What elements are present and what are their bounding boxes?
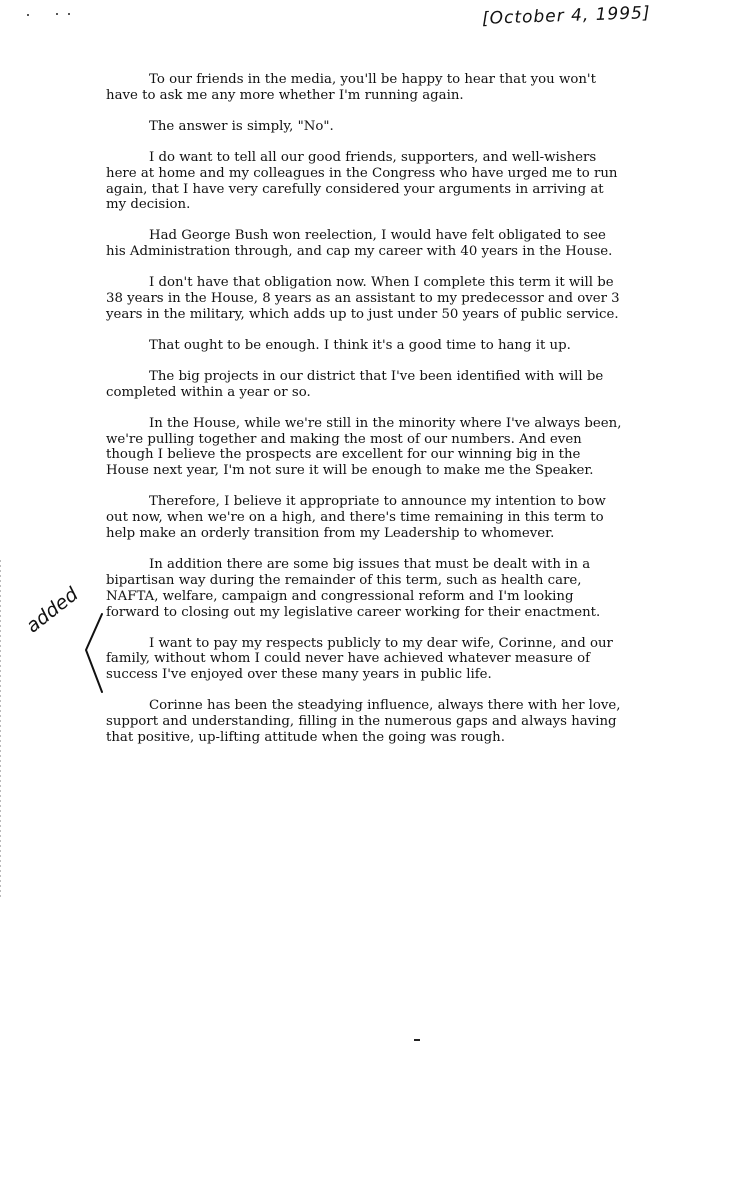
scan-speckle bbox=[56, 13, 58, 15]
scan-speckle bbox=[27, 14, 29, 16]
paragraph-added: In addition there are some big issues that must be dealt with in a bipartisan way during the remainder of this term, such as health care, NAFTA, welfare, campaign and congressional reform and I'm looking forward to closing out my legislative career working for their enactment. bbox=[106, 556, 601, 620]
scan-mark bbox=[414, 1039, 420, 1041]
handwritten-date: [October 4, 1995] bbox=[481, 3, 651, 29]
paragraph: Therefore, I believe it appropriate to announce my intention to bow out now, when we're on a high, and there's time remaining in this term to help make an orderly transition from my Leadership to whomever. bbox=[106, 494, 606, 542]
bracket-mark-icon bbox=[80, 612, 110, 694]
paragraph: The answer is simply, "No". bbox=[149, 118, 334, 134]
scan-edge bbox=[0, 560, 1, 900]
scan-speckle bbox=[68, 13, 70, 15]
paragraph: To our friends in the media, you'll be happy to hear that you won't have to ask me any more whether I'm running again. bbox=[106, 72, 596, 103]
paragraph: The big projects in our district that I've been identified with will be completed within a year or so. bbox=[106, 368, 604, 400]
paragraph: I want to pay my respects publicly to my dear wife, Corinne, and our family, without whom I could never have achieved whatever measure of success I've enjoyed over these many years in public life. bbox=[106, 635, 613, 683]
paragraph: Had George Bush won reelection, I would have felt obligated to see his Administration through, and cap my career with 40 years in the House. bbox=[106, 228, 613, 260]
paragraph: Corinne has been the steadying influence, always there with her love, support and understanding, filling in the numerous gaps and always having that positive, up-lifting attitude when the going was rough. bbox=[106, 698, 621, 746]
paragraph: In the House, while we're still in the minority where I've always been, we're pulling together and making the most of our numbers. And even though I believe the prospects are excellent for our winning big in the House next year, I'm not sure it will be enough to make me the Speaker. bbox=[106, 415, 622, 479]
paragraph: That ought to be enough. I think it's a good time to hang it up. bbox=[149, 337, 571, 353]
margin-annotation: added bbox=[22, 583, 83, 638]
letter-body bbox=[106, 72, 626, 761]
paragraph: I don't have that obligation now. When I complete this term it will be 38 years in the House, 8 years as an assistant to my predecessor and over 3 years in the military, which adds up to just under 50 years of public service. bbox=[106, 275, 620, 322]
paragraph: I do want to tell all our good friends, supporters, and well-wishers here at home and my colleagues in the Congress who have urged me to run again, that I have very carefully considered your arguments in arriving at my decision. bbox=[106, 149, 618, 213]
